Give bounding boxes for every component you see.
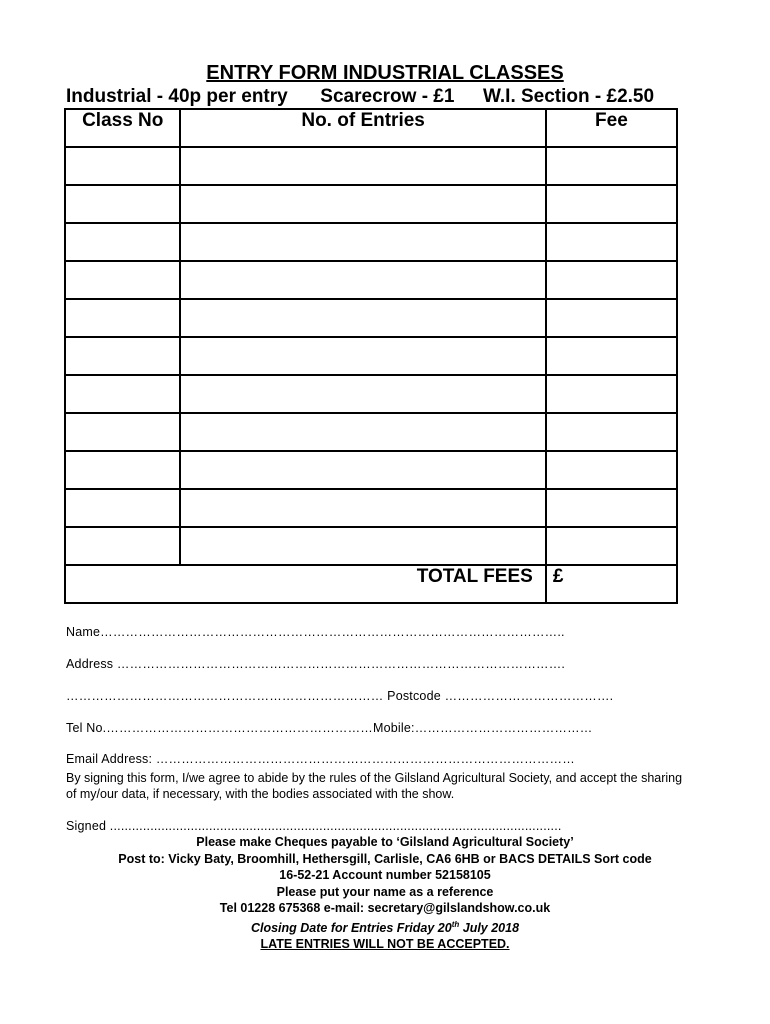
- entries-cell[interactable]: [180, 375, 545, 413]
- address-field[interactable]: Address …………………………………………………………………………………………….: [66, 657, 566, 671]
- class-no-cell[interactable]: [65, 375, 180, 413]
- fee-cell[interactable]: [546, 261, 677, 299]
- entries-table: [64, 108, 678, 604]
- table-row: [65, 147, 677, 185]
- header-no-of-entries: No. of Entries: [180, 109, 545, 147]
- fee-cell[interactable]: [546, 413, 677, 451]
- contact-details: Tel 01228 675368 e-mail: secretary@gilslandshow.co.uk: [219, 901, 551, 915]
- total-row: [65, 565, 677, 603]
- class-no-cell[interactable]: [65, 147, 180, 185]
- total-fees-label: TOTAL FEES: [65, 565, 546, 603]
- total-fees-field[interactable]: £: [546, 565, 677, 603]
- fee-cell[interactable]: [546, 147, 677, 185]
- class-no-cell[interactable]: [65, 261, 180, 299]
- class-no-cell[interactable]: [65, 527, 180, 565]
- fee-cell[interactable]: [546, 337, 677, 375]
- form-title: ENTRY FORM INDUSTRIAL CLASSES: [206, 62, 564, 84]
- fee-cell[interactable]: [546, 489, 677, 527]
- fee-cell[interactable]: [546, 451, 677, 489]
- footer-info: [0, 834, 770, 953]
- class-no-cell[interactable]: [65, 185, 180, 223]
- header-class-no: Class No: [65, 109, 180, 147]
- class-no-cell[interactable]: [65, 489, 180, 527]
- fee-industrial: Industrial - 40p per entry: [66, 86, 288, 107]
- table-header-row: [65, 109, 677, 147]
- bank-account: 16-52-21 Account number 52158105: [279, 868, 491, 882]
- class-no-cell[interactable]: [65, 413, 180, 451]
- class-no-cell[interactable]: [65, 223, 180, 261]
- fee-cell[interactable]: [546, 527, 677, 565]
- table-row: [65, 337, 677, 375]
- entries-cell[interactable]: [180, 527, 545, 565]
- entries-cell[interactable]: [180, 489, 545, 527]
- entries-cell[interactable]: [180, 413, 545, 451]
- table-row: [65, 413, 677, 451]
- entries-cell[interactable]: [180, 451, 545, 489]
- fee-cell[interactable]: [546, 223, 677, 261]
- fee-cell[interactable]: [546, 375, 677, 413]
- email-field[interactable]: Email Address: ………………………………………………………………………………………: [66, 752, 575, 766]
- fee-scarecrow: Scarecrow - £1: [320, 86, 455, 107]
- fee-schedule: [66, 86, 654, 108]
- fee-cell[interactable]: [546, 299, 677, 337]
- signature-field[interactable]: Signed ...........................................................................................................................: [66, 819, 562, 833]
- address-postcode-field[interactable]: ………………………………………………………………… Postcode ………………………………….: [66, 689, 614, 703]
- table-row: [65, 489, 677, 527]
- entries-cell[interactable]: [180, 299, 545, 337]
- closing-date: Closing Date for Entries Friday 20th July 2018: [250, 919, 520, 935]
- class-no-cell[interactable]: [65, 451, 180, 489]
- class-no-cell[interactable]: [65, 299, 180, 337]
- entries-cell[interactable]: [180, 147, 545, 185]
- table-row: [65, 527, 677, 565]
- table-row: [65, 299, 677, 337]
- name-field[interactable]: Name………………………………………………………………………………………………..: [66, 625, 565, 639]
- table-row: [65, 261, 677, 299]
- class-no-cell[interactable]: [65, 337, 180, 375]
- entries-cell[interactable]: [180, 185, 545, 223]
- table-row: [65, 375, 677, 413]
- table-row: [65, 185, 677, 223]
- cheque-instructions: Please make Cheques payable to ‘Gilsland Agricultural Society’: [196, 835, 574, 849]
- table-row: [65, 223, 677, 261]
- postal-address: Post to: Vicky Baty, Broomhill, Hethersgill, Carlisle, CA6 6HB or BACS DETAILS Sort code: [118, 851, 652, 866]
- table-row: [65, 451, 677, 489]
- entries-cell[interactable]: [180, 261, 545, 299]
- consent-statement: By signing this form, I/we agree to abide by the rules of the Gilsland Agricultural Society, and accept the sharing of my/our data, if necessary, with the bodies associated with the show.: [66, 771, 683, 801]
- late-entries-warning: LATE ENTRIES WILL NOT BE ACCEPTED.: [260, 937, 510, 952]
- tel-mobile-field[interactable]: Tel No.………………………………………………………Mobile:……………………………………: [66, 721, 593, 735]
- header-fee: Fee: [546, 109, 677, 147]
- reference-note: Please put your name as a reference: [276, 884, 494, 899]
- fee-cell[interactable]: [546, 185, 677, 223]
- fee-wi-section: W.I. Section - £2.50: [483, 86, 655, 107]
- entries-cell[interactable]: [180, 223, 545, 261]
- entries-cell[interactable]: [180, 337, 545, 375]
